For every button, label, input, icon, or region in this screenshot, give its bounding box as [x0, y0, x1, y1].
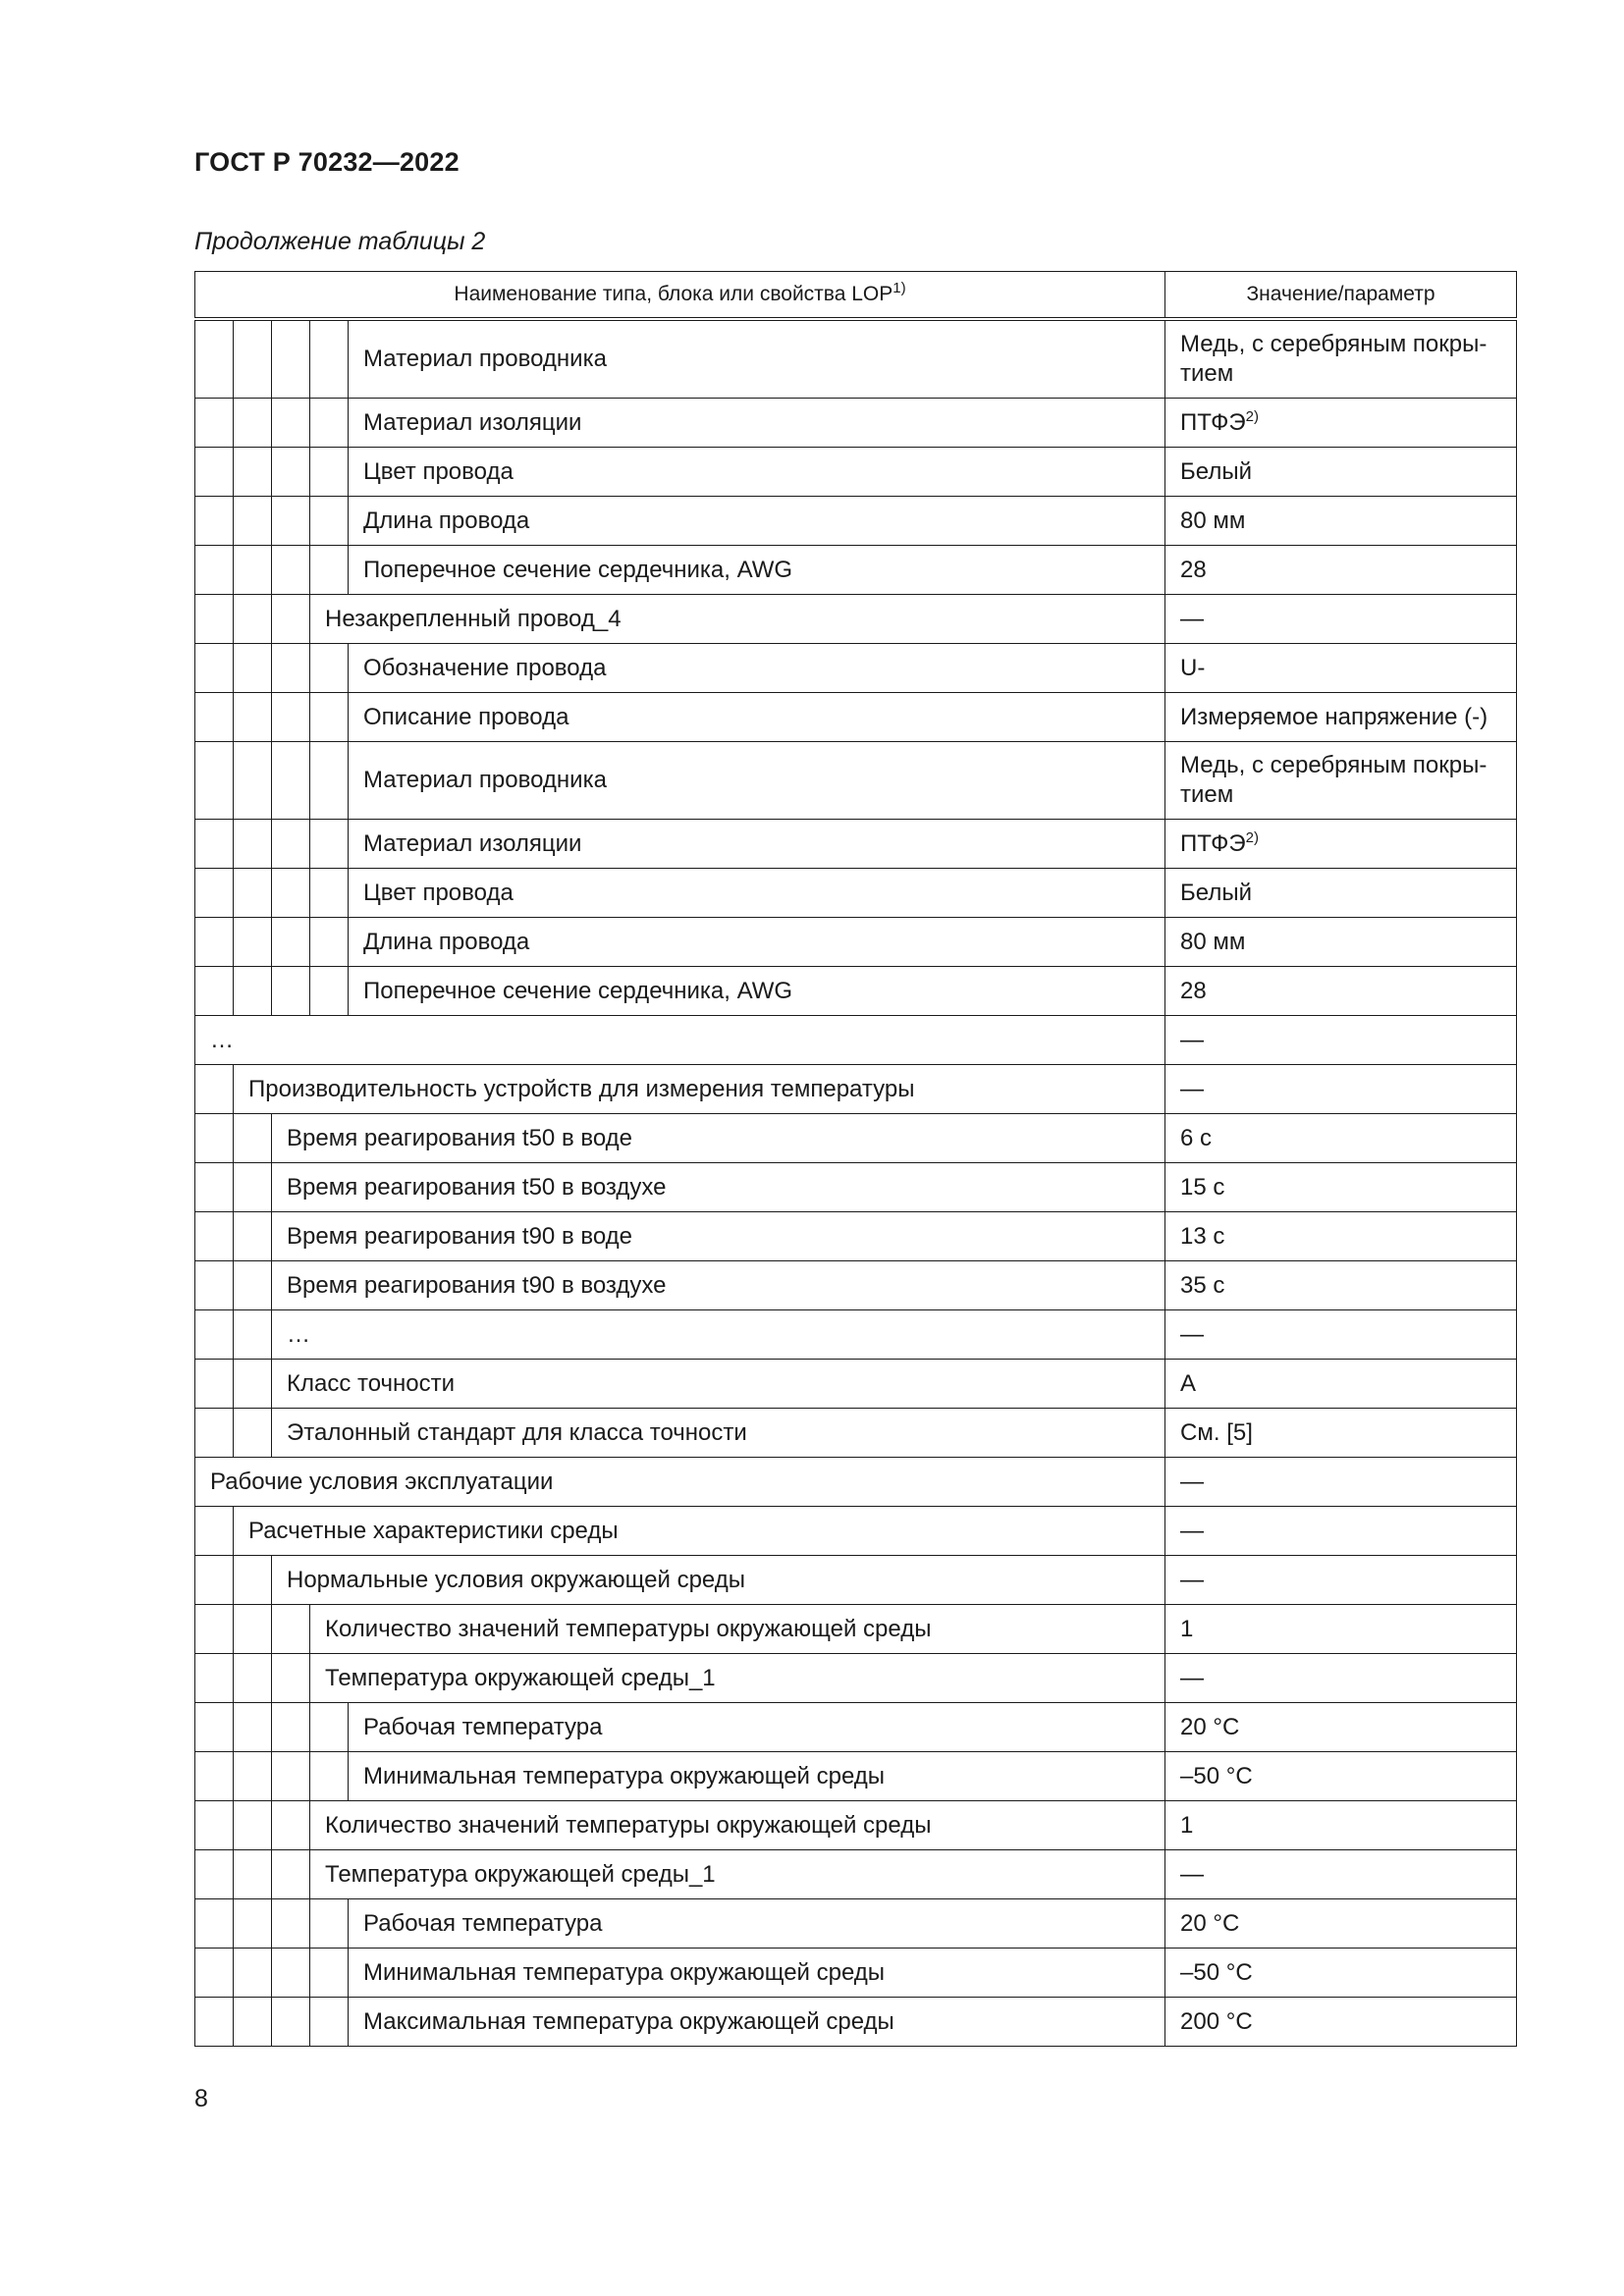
indent-cell [234, 1850, 272, 1899]
indent-cell [234, 1752, 272, 1801]
row-name-cell: Время реагирования t50 в воздухе [272, 1163, 1165, 1212]
indent-cell [234, 448, 272, 497]
indent-cell [272, 869, 310, 918]
row-value-text: — [1180, 1664, 1205, 1691]
row-name-cell: Время реагирования t90 в воздухе [272, 1261, 1165, 1310]
indent-cell [195, 1654, 234, 1703]
page-number: 8 [194, 2085, 208, 2112]
indent-cell [195, 595, 234, 644]
row-name-cell: Время реагирования t50 в воде [272, 1114, 1165, 1163]
row-value-text: 35 с [1180, 1271, 1225, 1299]
indent-cell [310, 869, 349, 918]
indent-cell [195, 1801, 234, 1850]
row-name-cell: Материал изоляции [349, 399, 1165, 448]
indent-cell [272, 448, 310, 497]
row-value-text: — [1180, 1468, 1205, 1495]
indent-cell [272, 820, 310, 869]
table-row [195, 1065, 1517, 1114]
indent-cell [272, 1654, 310, 1703]
row-name-cell: Длина провода [349, 497, 1165, 546]
indent-cell [310, 1752, 349, 1801]
indent-cell [310, 1998, 349, 2047]
indent-cell [310, 448, 349, 497]
table-row [195, 497, 1517, 546]
table-row [195, 1703, 1517, 1752]
row-value-text: — [1180, 1320, 1205, 1348]
row-value-cell [1165, 1360, 1517, 1409]
row-value-text: 20 °C [1180, 1909, 1240, 1937]
row-value-text: ПТФЭ [1180, 408, 1246, 436]
indent-cell [195, 1360, 234, 1409]
row-value-cell [1165, 820, 1517, 869]
indent-cell [195, 820, 234, 869]
header-name-footnote: 1) [893, 280, 906, 296]
indent-cell [195, 1703, 234, 1752]
row-value-text: 6 с [1180, 1124, 1213, 1151]
row-name-cell: Материал изоляции [349, 820, 1165, 869]
row-value-cell [1165, 918, 1517, 967]
indent-cell [234, 693, 272, 742]
indent-cell [234, 1114, 272, 1163]
table-row [195, 869, 1517, 918]
row-value-cell [1165, 448, 1517, 497]
row-value-cell [1165, 1605, 1517, 1654]
row-value-cell [1165, 644, 1517, 693]
row-name-cell: Температура окружающей среды_1 [310, 1654, 1165, 1703]
indent-cell [272, 644, 310, 693]
row-value-text: Белый [1180, 879, 1252, 906]
table-row [195, 399, 1517, 448]
indent-cell [234, 1360, 272, 1409]
row-name-cell: … [195, 1016, 1165, 1065]
row-name-cell: Количество значений температуры окружающей среды [310, 1605, 1165, 1654]
row-value-cell [1165, 399, 1517, 448]
indent-cell [195, 1556, 234, 1605]
row-value-cell [1165, 1212, 1517, 1261]
row-value-cell [1165, 742, 1517, 820]
row-value-text: — [1180, 1075, 1205, 1102]
row-name-cell: Минимальная температура окружающей среды [349, 1949, 1165, 1998]
indent-cell [272, 742, 310, 820]
indent-cell [234, 319, 272, 399]
table-row [195, 1507, 1517, 1556]
row-value-cell [1165, 497, 1517, 546]
indent-cell [195, 1605, 234, 1654]
indent-cell [272, 918, 310, 967]
row-value-cell [1165, 967, 1517, 1016]
row-name-cell: Описание провода [349, 693, 1165, 742]
table-row [195, 1899, 1517, 1949]
indent-cell [272, 399, 310, 448]
indent-cell [234, 1310, 272, 1360]
row-name-cell: Поперечное сечение сердечника, AWG [349, 546, 1165, 595]
header-name-label: Наименование типа, блока или свойства LOP [454, 283, 893, 305]
indent-cell [272, 1752, 310, 1801]
table-row [195, 1801, 1517, 1850]
row-name-cell: Рабочие условия эксплуатации [195, 1458, 1165, 1507]
indent-cell [195, 1163, 234, 1212]
table-row [195, 1261, 1517, 1310]
indent-cell [195, 546, 234, 595]
row-value-cell [1165, 1163, 1517, 1212]
indent-cell [310, 1703, 349, 1752]
indent-cell [195, 1261, 234, 1310]
table-row [195, 693, 1517, 742]
table-row [195, 546, 1517, 595]
indent-cell [272, 693, 310, 742]
indent-cell [310, 820, 349, 869]
row-value-text: 80 мм [1180, 507, 1246, 534]
row-value-cell [1165, 1556, 1517, 1605]
indent-cell [310, 644, 349, 693]
row-name-cell: Рабочая температура [349, 1899, 1165, 1949]
row-value-cell [1165, 1801, 1517, 1850]
indent-cell [195, 497, 234, 546]
indent-cell [310, 967, 349, 1016]
indent-cell [272, 1703, 310, 1752]
table-row [195, 1310, 1517, 1360]
row-name-cell: Максимальная температура окружающей среды [349, 1998, 1165, 2047]
indent-cell [272, 1899, 310, 1949]
table-caption: Продолжение таблицы 2 [194, 228, 486, 255]
row-value-text: — [1180, 1517, 1205, 1544]
indent-cell [272, 546, 310, 595]
row-value-cell [1165, 546, 1517, 595]
indent-cell [272, 967, 310, 1016]
table-row [195, 1163, 1517, 1212]
row-value-text: Медь, с серебряным покры-тием [1180, 752, 1488, 808]
row-value-cell [1165, 1654, 1517, 1703]
table-row [195, 1654, 1517, 1703]
table-row [195, 1605, 1517, 1654]
row-value-text: 13 с [1180, 1222, 1225, 1250]
table-row [195, 967, 1517, 1016]
indent-cell [234, 399, 272, 448]
indent-cell [195, 399, 234, 448]
indent-cell [195, 693, 234, 742]
table-row [195, 1850, 1517, 1899]
indent-cell [234, 869, 272, 918]
row-name-cell: Эталонный стандарт для класса точности [272, 1409, 1165, 1458]
indent-cell [272, 319, 310, 399]
indent-cell [195, 869, 234, 918]
table-row [195, 742, 1517, 820]
row-name-cell: Материал проводника [349, 319, 1165, 399]
row-value-text: –50 °C [1180, 1958, 1253, 1986]
indent-cell [234, 1212, 272, 1261]
table-row [195, 1556, 1517, 1605]
indent-cell [310, 399, 349, 448]
indent-cell [272, 595, 310, 644]
indent-cell [310, 1899, 349, 1949]
indent-cell [234, 742, 272, 820]
row-name-cell: Количество значений температуры окружающей среды [310, 1801, 1165, 1850]
row-name-cell: Обозначение провода [349, 644, 1165, 693]
row-value-text: ПТФЭ [1180, 829, 1246, 857]
table-row [195, 319, 1517, 399]
row-value-text: 20 °C [1180, 1713, 1240, 1740]
row-value-text: 1 [1180, 1615, 1194, 1642]
indent-cell [310, 546, 349, 595]
row-value-text: См. [5] [1180, 1418, 1253, 1446]
row-name-cell: Материал проводника [349, 742, 1165, 820]
row-name-cell: Поперечное сечение сердечника, AWG [349, 967, 1165, 1016]
row-value-text: — [1180, 1566, 1205, 1593]
row-value-text: 1 [1180, 1811, 1194, 1839]
indent-cell [234, 1654, 272, 1703]
row-name-cell: Класс точности [272, 1360, 1165, 1409]
row-value-cell [1165, 1409, 1517, 1458]
row-value-text: U- [1180, 654, 1206, 681]
indent-cell [234, 497, 272, 546]
row-value-cell [1165, 693, 1517, 742]
indent-cell [310, 319, 349, 399]
indent-cell [195, 644, 234, 693]
indent-cell [195, 1065, 234, 1114]
row-name-cell: Расчетные характеристики среды [234, 1507, 1165, 1556]
row-value-footnote: 2) [1245, 828, 1259, 846]
indent-cell [234, 1261, 272, 1310]
row-value-cell [1165, 869, 1517, 918]
indent-cell [195, 967, 234, 1016]
row-value-cell [1165, 1310, 1517, 1360]
row-value-cell [1165, 1065, 1517, 1114]
indent-cell [234, 1163, 272, 1212]
row-value-text: 80 мм [1180, 928, 1246, 955]
row-value-cell [1165, 1850, 1517, 1899]
row-value-cell [1165, 1507, 1517, 1556]
row-value-cell [1165, 1703, 1517, 1752]
indent-cell [234, 1801, 272, 1850]
header-name-cell [195, 272, 1165, 320]
indent-cell [310, 1949, 349, 1998]
row-value-text: Медь, с серебряным покры-тием [1180, 331, 1488, 387]
indent-cell [195, 1114, 234, 1163]
table-row [195, 1360, 1517, 1409]
table-row [195, 918, 1517, 967]
indent-cell [195, 1507, 234, 1556]
indent-cell [195, 1212, 234, 1261]
row-name-cell: Длина провода [349, 918, 1165, 967]
row-value-cell [1165, 1261, 1517, 1310]
row-value-text: Измеряемое напряжение (-) [1180, 703, 1489, 730]
indent-cell [234, 918, 272, 967]
row-value-text: –50 °C [1180, 1762, 1253, 1789]
indent-cell [234, 1605, 272, 1654]
indent-cell [310, 693, 349, 742]
row-value-text: — [1180, 605, 1205, 632]
indent-cell [272, 1605, 310, 1654]
row-value-text: 15 с [1180, 1173, 1225, 1201]
table-row [195, 448, 1517, 497]
row-name-cell: Минимальная температура окружающей среды [349, 1752, 1165, 1801]
row-value-cell [1165, 1016, 1517, 1065]
indent-cell [195, 448, 234, 497]
indent-cell [234, 967, 272, 1016]
indent-cell [234, 644, 272, 693]
indent-cell [234, 820, 272, 869]
row-name-cell: Цвет провода [349, 869, 1165, 918]
indent-cell [234, 546, 272, 595]
indent-cell [195, 1850, 234, 1899]
row-name-cell: Температура окружающей среды_1 [310, 1850, 1165, 1899]
row-value-cell [1165, 1899, 1517, 1949]
row-name-cell: Цвет провода [349, 448, 1165, 497]
indent-cell [272, 497, 310, 546]
indent-cell [310, 742, 349, 820]
table-row [195, 1458, 1517, 1507]
row-value-footnote: 2) [1245, 407, 1259, 425]
table-row [195, 1998, 1517, 2047]
row-value-cell [1165, 1114, 1517, 1163]
row-value-text: — [1180, 1860, 1205, 1888]
document-code: ГОСТ Р 70232—2022 [194, 147, 460, 177]
indent-cell [195, 319, 234, 399]
indent-cell [234, 1703, 272, 1752]
indent-cell [272, 1801, 310, 1850]
row-value-text: Белый [1180, 457, 1252, 485]
row-value-cell [1165, 1998, 1517, 2047]
table-row [195, 820, 1517, 869]
indent-cell [195, 918, 234, 967]
indent-cell [272, 1998, 310, 2047]
row-value-cell [1165, 595, 1517, 644]
indent-cell [195, 1409, 234, 1458]
table-row [195, 1212, 1517, 1261]
indent-cell [234, 595, 272, 644]
table-row [195, 1114, 1517, 1163]
indent-cell [234, 1899, 272, 1949]
row-name-cell: Рабочая температура [349, 1703, 1165, 1752]
table-row [195, 644, 1517, 693]
indent-cell [195, 1752, 234, 1801]
table-row [195, 595, 1517, 644]
row-name-cell: Нормальные условия окружающей среды [272, 1556, 1165, 1605]
row-value-cell [1165, 1752, 1517, 1801]
indent-cell [195, 742, 234, 820]
row-value-cell [1165, 1458, 1517, 1507]
indent-cell [234, 1556, 272, 1605]
spec-table [194, 271, 1517, 2047]
table-row [195, 1949, 1517, 1998]
indent-cell [310, 918, 349, 967]
row-name-cell: … [272, 1310, 1165, 1360]
indent-cell [195, 1998, 234, 2047]
row-name-cell: Производительность устройств для измерения температуры [234, 1065, 1165, 1114]
indent-cell [272, 1949, 310, 1998]
table-row [195, 1752, 1517, 1801]
table-row [195, 1016, 1517, 1065]
header-value-cell: Значение/параметр [1165, 272, 1517, 320]
indent-cell [272, 1850, 310, 1899]
indent-cell [234, 1949, 272, 1998]
indent-cell [234, 1998, 272, 2047]
row-value-text: 28 [1180, 556, 1207, 583]
row-value-cell [1165, 1949, 1517, 1998]
row-value-text: — [1180, 1026, 1205, 1053]
row-value-text: A [1180, 1369, 1197, 1397]
indent-cell [195, 1899, 234, 1949]
indent-cell [234, 1409, 272, 1458]
row-value-cell [1165, 319, 1517, 399]
row-value-text: 28 [1180, 977, 1207, 1004]
indent-cell [310, 497, 349, 546]
table-header-row [195, 272, 1517, 320]
indent-cell [195, 1949, 234, 1998]
indent-cell [195, 1310, 234, 1360]
row-value-text: 200 °C [1180, 2007, 1253, 2035]
row-name-cell: Незакрепленный провод_4 [310, 595, 1165, 644]
table-row [195, 1409, 1517, 1458]
row-name-cell: Время реагирования t90 в воде [272, 1212, 1165, 1261]
